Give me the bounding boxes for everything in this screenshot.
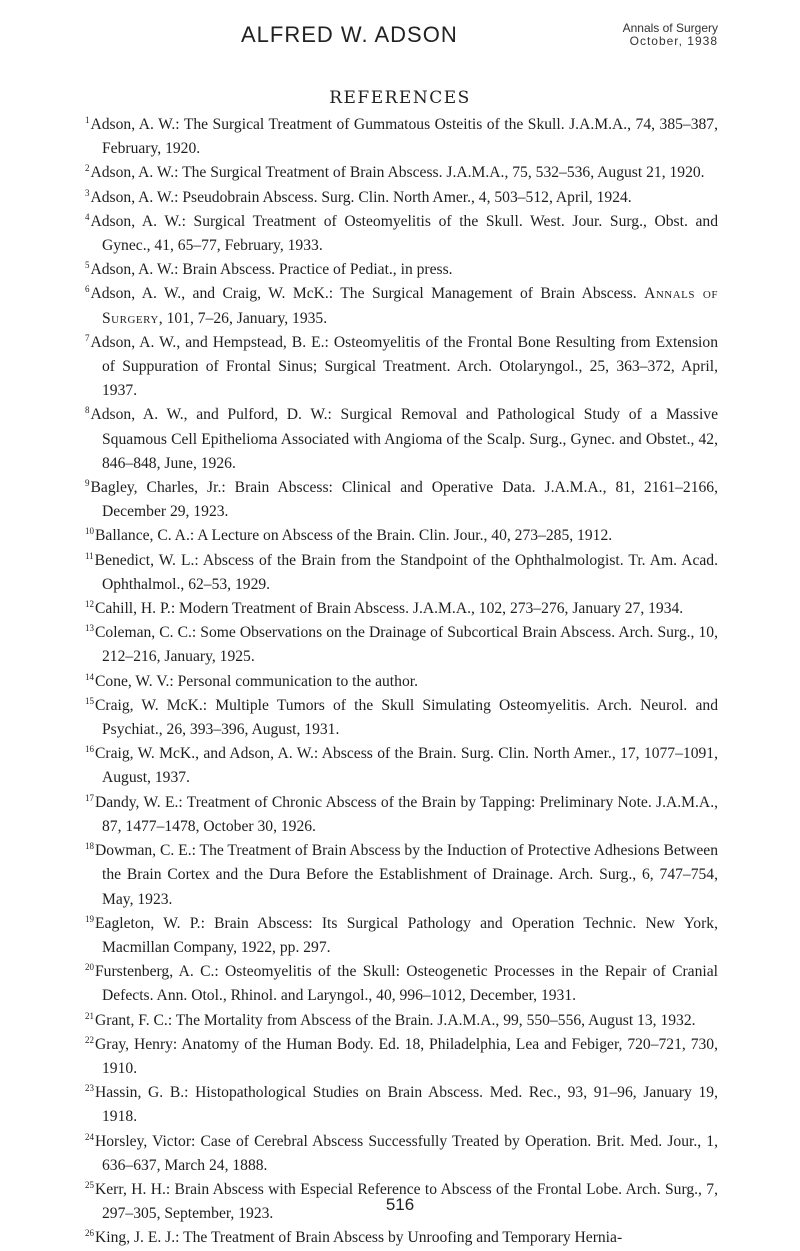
reference-text: Coleman, C. C.: Some Observations on the Drainage of Subcortical Brain Abscess. Arch. Surg., 10, 212–216, January, 1925. — [95, 624, 718, 666]
reference-item — [85, 670, 718, 694]
reference-item — [85, 597, 718, 621]
reference-item — [85, 839, 718, 912]
reference-number: 19 — [85, 913, 94, 924]
reference-item — [85, 960, 718, 1008]
reference-text: Furstenberg, A. C.: Osteomyelitis of the Skull: Osteogenetic Processes in the Repair of Cranial Defects. Ann. Otol., Rhinol. and Laryngol., 40, 996–1012, December, 1931. — [95, 963, 718, 1005]
reference-number: 8 — [85, 405, 90, 416]
reference-number: 5 — [85, 260, 90, 271]
issue-date: October, 1938 — [629, 34, 718, 48]
reference-item — [85, 1130, 718, 1178]
reference-number: 6 — [85, 284, 90, 295]
journal-name: Annals of Surgery — [622, 21, 718, 35]
reference-item — [85, 113, 718, 161]
reference-number: 9 — [85, 478, 90, 489]
reference-item — [85, 331, 718, 404]
reference-number: 24 — [85, 1131, 94, 1142]
reference-number: 15 — [85, 695, 94, 706]
reference-number: 22 — [85, 1034, 94, 1045]
reference-number: 23 — [85, 1083, 94, 1094]
reference-number: 13 — [85, 623, 94, 634]
reference-number: 10 — [85, 526, 94, 537]
reference-number: 18 — [85, 841, 94, 852]
reference-number: 2 — [85, 163, 90, 174]
reference-item — [85, 186, 718, 210]
reference-item — [85, 694, 718, 742]
reference-text: Adson, A. W.: The Surgical Treatment of Brain Abscess. J.A.M.A., 75, 532–536, August 21, 1920. — [90, 164, 705, 182]
reference-number: 11 — [85, 550, 94, 561]
reference-number: 17 — [85, 792, 94, 803]
reference-number: 20 — [85, 962, 94, 973]
reference-item — [85, 742, 718, 790]
reference-text: Hassin, G. B.: Histopathological Studies on Brain Abscess. Med. Rec., 93, 91–96, January 19, 1918. — [95, 1084, 718, 1126]
reference-text: Ballance, C. A.: A Lecture on Abscess of the Brain. Clin. Jour., 40, 273–285, 1912. — [95, 527, 613, 545]
references-heading: REFERENCES — [329, 88, 471, 108]
reference-text: Adson, A. W.: Pseudobrain Abscess. Surg. Clin. North Amer., 4, 503–512, April, 1924. — [90, 188, 632, 206]
reference-text: Grant, F. C.: The Mortality from Abscess of the Brain. J.A.M.A., 99, 550–556, August 13, 1932. — [95, 1011, 696, 1029]
reference-item — [85, 549, 718, 597]
reference-item — [85, 912, 718, 960]
reference-text: Craig, W. McK.: Multiple Tumors of the Skull Simulating Osteomyelitis. Arch. Neurol. and Psychiat., 26, 393–396, August, 1931. — [95, 696, 718, 739]
reference-item — [85, 1081, 718, 1129]
reference-text: Adson, A. W., and Craig, W. McK.: The Surgical Management of Brain Abscess. — [90, 285, 645, 303]
reference-item — [85, 161, 718, 185]
reference-text: King, J. E. J.: The Treatment of Brain Abscess by Unroofing and Temporary Hernia- — [95, 1229, 623, 1247]
reference-text: Cone, W. V.: Personal communication to the author. — [95, 672, 418, 690]
reference-number: 4 — [85, 211, 90, 222]
reference-item — [85, 1009, 718, 1033]
reference-number: 16 — [85, 744, 94, 755]
reference-item — [85, 524, 718, 548]
reference-text: Adson, A. W., and Hempstead, B. E.: Osteomyelitis of the Frontal Bone Resulting from Extension of Suppuration of Frontal Sinus; Surgical Treatment. Arch. Otolaryngol., 25, 363–372, April, 1937. — [90, 333, 718, 400]
reference-number: 3 — [85, 187, 90, 198]
journal-block — [610, 22, 718, 48]
reference-text: Bagley, Charles, Jr.: Brain Abscess: Clinical and Operative Data. J.A.M.A., 81, 2161–2166, December 29, 1923. — [90, 479, 718, 521]
reference-item — [85, 210, 718, 258]
reference-item — [85, 621, 718, 669]
reference-text: Cahill, H. P.: Modern Treatment of Brain Abscess. J.A.M.A., 102, 273–276, January 27, 1934. — [95, 600, 684, 618]
reference-text: Horsley, Victor: Case of Cerebral Abscess Successfully Treated by Operation. Brit. Med. Jour., 1, 636–637, March 24, 1888. — [95, 1132, 718, 1174]
reference-number: 1 — [85, 115, 90, 125]
reference-text-end: , 101, 7–26, January, 1935. — [158, 309, 328, 327]
reference-item — [85, 1226, 718, 1250]
reference-number: 26 — [85, 1228, 94, 1239]
reference-text: Gray, Henry: Anatomy of the Human Body. Ed. 18, Philadelphia, Lea and Febiger, 720–721, 730, 1910. — [95, 1035, 718, 1077]
reference-text: Dowman, C. E.: The Treatment of Brain Abscess by the Induction of Protective Adhesions Between the Brain Cortex and the Dura Before the Establishment of Drainage. Arch. Surg., 6, 747–754, May, 1923. — [95, 842, 718, 908]
reference-item — [85, 476, 718, 524]
page-number: 516 — [385, 1195, 415, 1214]
reference-text: Eagleton, W. P.: Brain Abscess: Its Surgical Pathology and Operation Technic. New York, Macmillan Company, 1922, pp. 297. — [95, 914, 718, 956]
reference-text: Adson, A. W.: Brain Abscess. Practice of Pediat., in press. — [90, 261, 453, 279]
reference-text: Adson, A. W., and Pulford, D. W.: Surgical Removal and Pathological Study of a Massive Squamous Cell Epithelioma Associated with Angioma of the Scalp. Surg., Gynec. and Obstet., 42, 846–848, June, 1926. — [90, 406, 718, 472]
reference-text: Adson, A. W.: Surgical Treatment of Osteomyelitis of the Skull. West. Jour. Surg., Obst. and Gynec., 41, 65–77, February, 1933. — [90, 212, 718, 255]
page-header — [0, 20, 800, 60]
reference-number: 21 — [85, 1010, 94, 1021]
reference-number: 7 — [85, 332, 90, 343]
reference-item — [85, 791, 718, 839]
reference-list — [85, 113, 718, 1251]
reference-item — [85, 403, 718, 476]
reference-text: Benedict, W. L.: Abscess of the Brain from the Standpoint of the Ophthalmologist. Tr. Am. Acad. Ophthalmol., 62–53, 1929. — [94, 551, 718, 593]
reference-text: Dandy, W. E.: Treatment of Chronic Abscess of the Brain by Tapping: Preliminary Note. J.A.M.A., 87, 1477–1478, October 30, 1926. — [95, 793, 718, 835]
reference-number: 25 — [85, 1179, 94, 1190]
reference-text: Adson, A. W.: The Surgical Treatment of Gummatous Osteitis of the Skull. J.A.M.A., 74, 385–387, February, 1920. — [90, 116, 718, 158]
reference-journal: Annals of Surgery — [102, 285, 718, 327]
reference-text: Craig, W. McK., and Adson, A. W.: Abscess of the Brain. Surg. Clin. North Amer., 17, 1077–1091, August, 1937. — [95, 745, 718, 787]
reference-item — [85, 258, 718, 282]
running-title: ALFRED W. ADSON — [241, 22, 458, 47]
reference-item — [85, 1033, 718, 1081]
reference-number: 14 — [85, 671, 94, 682]
reference-text: Kerr, H. H.: Brain Abscess with Especial Reference to Abscess of the Frontal Lobe. Arch. Surg., 7, 297–305, September, 1923. — [95, 1180, 718, 1223]
reference-item — [85, 282, 718, 330]
reference-number: 12 — [85, 599, 94, 610]
